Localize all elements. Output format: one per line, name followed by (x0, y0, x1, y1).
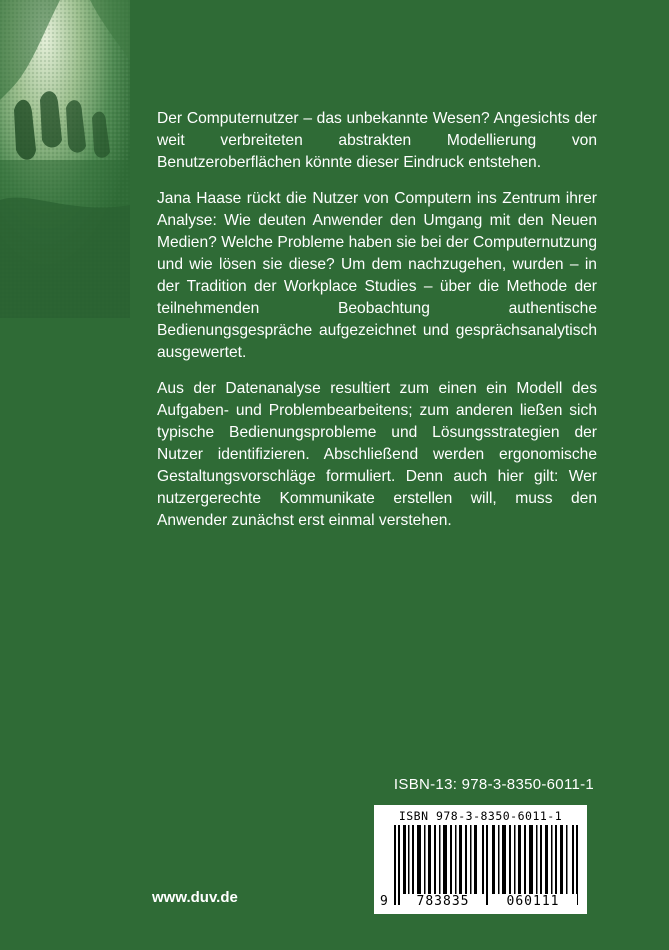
ean-right-digits: 060111 (489, 894, 577, 909)
blurb-paragraph-1: Der Computernutzer – das unbekannte Wesen? Angesichts der weit verbreiteten abstrakten Modellierung von Benutzeroberflächen könnte dieser Eindruck entstehen. (157, 110, 597, 171)
blurb-paragraph-3: Aus der Datenanalyse resultiert zum einen ein Modell des Aufgaben- und Problembearbeitens; zum anderen ließen sich typische Bedienungsprobleme und Lösungsstrategien der Nutzer identifizieren. Abschließend werden ergonomische Gestaltungsvorschläge formuliert. Denn auch hier gilt: Wer nutzergerechte Kommunikate erstellen will, muss den Anwender zunächst erst einmal verstehen. (157, 380, 597, 529)
ean-first-digit: 9 (380, 894, 388, 909)
barcode (374, 805, 587, 914)
back-cover-blurb (157, 108, 597, 546)
publisher-website: www.duv.de (152, 889, 238, 906)
cover-photo (0, 0, 130, 318)
barcode-bars (394, 825, 584, 905)
blurb-paragraph-2: Jana Haase rückt die Nutzer von Computern ins Zentrum ihrer Analyse: Wie deuten Anwender den Umgang mit den Neuen Medien? Welche Probleme haben sie bei der Computernutzung und wie lösen sie diese? Um dem nachzugehen, wurden – in der Tradition der Workplace Studies – über die Methode der teilnehmenden Beobachtung authentische Bedienungsgespräche aufgezeichnet und gesprächsanalytisch ausgewertet. (157, 190, 597, 361)
barcode-isbn-text: ISBN 978-3-8350-6011-1 (398, 809, 563, 823)
isbn-label: ISBN-13: 978-3-8350-6011-1 (393, 776, 595, 793)
ean-left-digits: 783835 (401, 894, 485, 909)
